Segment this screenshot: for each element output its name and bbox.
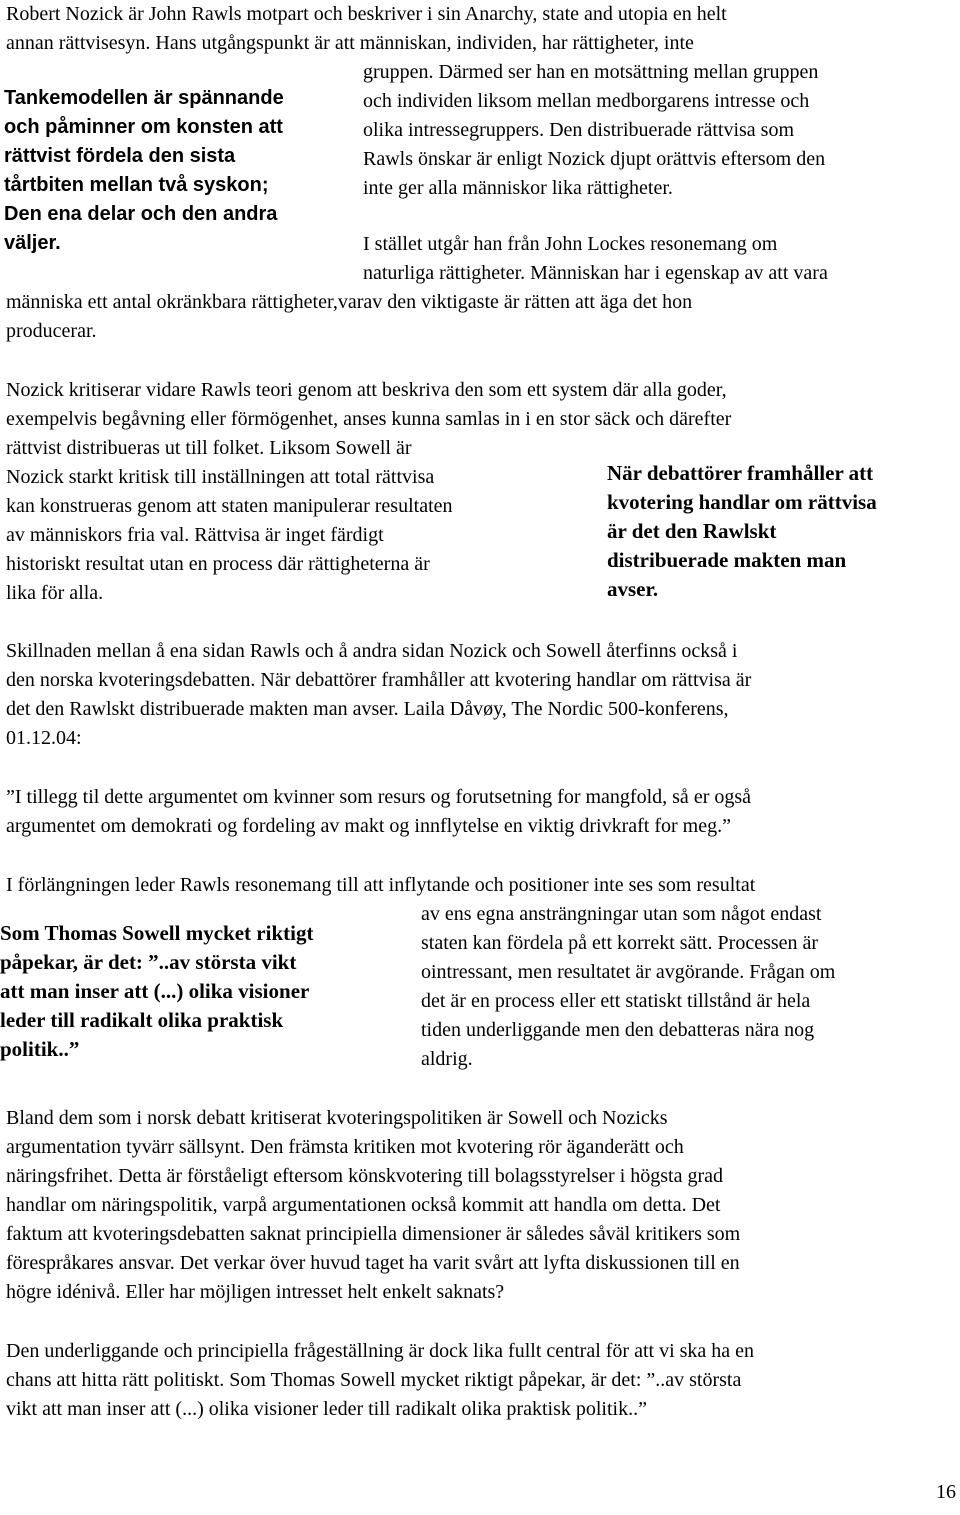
text-line: olika intressegruppers. Den distribuerade rättvisa som [363, 119, 794, 141]
text-line: historiskt resultat utan en process där rättigheterna är [6, 553, 430, 575]
text-line: människa ett antal okränkbara rättigheter,varav den viktigaste är rätten att äga det hon [6, 291, 693, 313]
text-line: argumentet om demokrati og fordeling av makt og innflytelse en viktig drivkraft for meg.” [6, 815, 731, 837]
text-line: rättvist distribueras ut till folket. Liksom Sowell är [6, 437, 412, 459]
text-line: faktum att kvoteringsdebatten saknat principiella dimensioner är således såväl kritikers som [6, 1223, 741, 1245]
text-line: ”I tillegg til dette argumentet om kvinner som resurs og forutsetning for mangfold, så er også [6, 786, 752, 808]
text-line: annan rättvisesyn. Hans utgångspunkt är att människan, individen, har rättigheter, inte [6, 32, 694, 54]
pull-quote-line: tårtbiten mellan två syskon; [4, 174, 269, 196]
text-line: det den Rawlskt distribuerade makten man avser. Laila Dåvøy, The Nordic 500-konferens, [6, 698, 729, 720]
pull-quote-line: Tankemodellen är spännande [4, 87, 284, 109]
text-line: ointressant, men resultatet är avgörande. Frågan om [421, 961, 836, 983]
text-line: Nozick kritiserar vidare Rawls teori genom att beskriva den som ett system där alla goder, [6, 379, 727, 401]
text-line: naturliga rättigheter. Människan har i egenskap av att vara [363, 262, 828, 284]
text-line: aldrig. [421, 1048, 473, 1070]
text-line: lika för alla. [6, 582, 104, 604]
text-line: och individen liksom mellan medborgarens intresse och [363, 90, 810, 112]
text-line: gruppen. Därmed ser han en motsättning mellan gruppen [363, 61, 819, 83]
text-line: högre idénivå. Eller har möjligen intresset helt enkelt saknats? [6, 1281, 505, 1303]
text-line: chans att hitta rätt politiskt. Som Thomas Sowell mycket riktigt påpekar, är det: ”..av största [6, 1369, 742, 1391]
pull-quote-line: att man inser att (...) olika visioner [0, 979, 310, 1003]
pull-quote-line: politik..” [0, 1037, 80, 1061]
text-line: av ens egna ansträngningar utan som något endast [421, 903, 822, 925]
text-line: av människors fria val. Rättvisa är inget färdigt [6, 524, 384, 546]
text-line: Nozick starkt kritisk till inställningen att total rättvisa [6, 466, 435, 488]
pull-quote-line: rättvist fördela den sista [4, 145, 236, 167]
text-line: förespråkares ansvar. Det verkar över huvud taget ha varit svårt att lyfta diskussionen till en [6, 1252, 740, 1274]
pull-quote-line: Den ena delar och den andra [4, 203, 278, 225]
text-line: kan konstrueras genom att staten manipulerar resultaten [6, 495, 453, 517]
text-line: den norska kvoteringsdebatten. När debattörer framhåller att kvotering handlar om rättvisa är [6, 669, 752, 691]
text-line: vikt att man inser att (...) olika visioner leder till radikalt olika praktisk politik..” [6, 1398, 647, 1420]
text-line: Bland dem som i norsk debatt kritiserat kvoteringspolitiken är Sowell och Nozicks [6, 1107, 668, 1129]
text-line: producerar. [6, 320, 97, 342]
text-line: exempelvis begåvning eller förmögenhet, anses kunna samlas in i en stor säck och därefter [6, 408, 732, 430]
text-line: 01.12.04: [6, 727, 82, 749]
text-line: I stället utgår han från John Lockes resonemang om [363, 233, 778, 255]
text-line: Rawls önskar är enligt Nozick djupt orättvis eftersom den [363, 148, 826, 170]
text-line: I förlängningen leder Rawls resonemang till att inflytande och positioner inte ses som resultat [6, 874, 756, 896]
text-line: Robert Nozick är John Rawls motpart och beskriver i sin Anarchy, state and utopia en helt [6, 3, 727, 25]
pull-quote-line: När debattörer framhåller att [607, 461, 874, 485]
text-line: handlar om näringspolitik, varpå argumentationen också kommit att handla om detta. Det [6, 1194, 721, 1216]
pull-quote-line: distribuerade makten man [607, 548, 847, 572]
pull-quote-line: kvotering handlar om rättvisa [607, 490, 877, 514]
pull-quote-line: Som Thomas Sowell mycket riktigt [0, 921, 314, 945]
pull-quote-line: och påminner om konsten att [4, 116, 283, 138]
text-line: staten kan fördela på ett korrekt sätt. Processen är [421, 932, 819, 954]
text-line: tiden underliggande men den debatteras nära nog [421, 1019, 815, 1041]
pull-quote-line: påpekar, är det: ”..av största vikt [0, 950, 297, 974]
pull-quote-line: leder till radikalt olika praktisk [0, 1008, 284, 1032]
text-line: Skillnaden mellan å ena sidan Rawls och å andra sidan Nozick och Sowell återfinns också i [6, 640, 738, 662]
page-number: 16 [936, 1481, 956, 1503]
text-line: argumentation tyvärr sällsynt. Den främsta kritiken mot kvotering rör äganderätt och [6, 1136, 684, 1158]
text-line: inte ger alla människor lika rättigheter. [363, 177, 673, 199]
text-line: Den underliggande och principiella frågeställning är dock lika fullt central för att vi ska ha en [6, 1340, 755, 1362]
pull-quote-line: väljer. [4, 232, 61, 254]
text-line: det är en process eller ett statiskt tillstånd är hela [421, 990, 811, 1012]
pull-quote-line: är det den Rawlskt [607, 519, 777, 543]
text-line: näringsfrihet. Detta är förståeligt eftersom könskvotering till bolagsstyrelser i högsta grad [6, 1165, 724, 1187]
pull-quote-line: avser. [607, 577, 659, 601]
